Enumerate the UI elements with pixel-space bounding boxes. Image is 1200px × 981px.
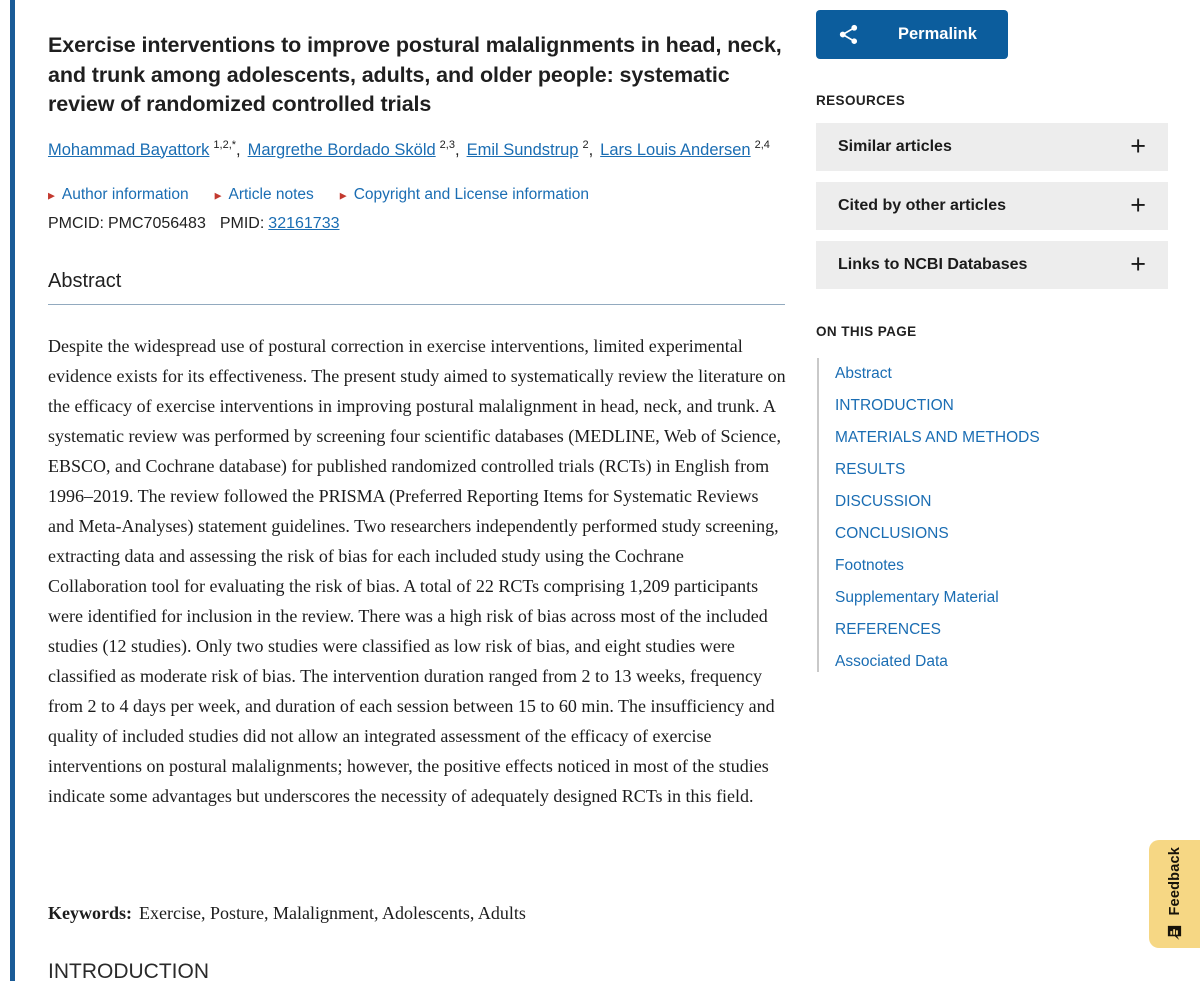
- keywords-line: [48, 903, 526, 924]
- nav-link-abstract[interactable]: Abstract: [835, 365, 892, 382]
- feedback-comment-icon: [1166, 924, 1183, 941]
- author-link[interactable]: Lars Louis Andersen: [600, 140, 751, 159]
- meta-link-label: Article notes: [228, 186, 314, 203]
- triangle-bullet-icon: ▶: [339, 190, 347, 200]
- nav-link-conclusions[interactable]: CONCLUSIONS: [835, 525, 949, 542]
- resources-heading: RESOURCES: [816, 93, 906, 108]
- permalink-button[interactable]: [816, 10, 1008, 59]
- pmcid-label: PMCID:: [48, 215, 104, 232]
- author: [48, 141, 248, 159]
- on-this-page-heading: ON THIS PAGE: [816, 324, 917, 339]
- nav-link-footnotes[interactable]: Footnotes: [835, 557, 904, 574]
- on-this-page-nav: [817, 358, 1137, 672]
- triangle-bullet-icon: ▶: [48, 190, 55, 200]
- left-accent-bar: [10, 0, 15, 981]
- accordion-label: Cited by other articles: [838, 197, 1007, 214]
- introduction-heading: INTRODUCTION: [48, 960, 209, 981]
- author-affiliation-superscript: 2,3: [439, 139, 455, 151]
- nav-link-discussion[interactable]: DISCUSSION: [835, 493, 932, 510]
- plus-icon: +: [1130, 189, 1146, 220]
- author-affiliation-superscript: 1,2,*: [213, 139, 237, 151]
- accordion-links-to-ncbi-databases[interactable]: [816, 241, 1168, 289]
- keywords-label: Keywords:: [48, 903, 132, 923]
- author-link[interactable]: Margrethe Bordado Sköld: [247, 140, 436, 159]
- author: [248, 141, 467, 159]
- feedback-button[interactable]: [1149, 840, 1200, 948]
- pmid-label: PMID:: [219, 215, 265, 232]
- article-title: Exercise interventions to improve postural malalignments in head, neck, and trunk among adolescents, adults, and older people: systematic review of randomized controlled trials: [48, 33, 782, 116]
- abstract-text: Despite the widespread use of postural correction in exercise interventions, limited experimental evidence exists for its effectiveness. The present study aimed to systematically review the literature on the efficacy of exercise interventions in improving postural malalignment in head, neck, and trunk. A systematic review was performed by screening four scientific databases (MEDLINE, Web of Science, EBSCO, and Cochrane database) for published randomized controlled trials (RCTs) in English from 1996–2019. The review followed the PRISMA (Preferred Reporting Items for Systematic Reviews and Meta-Analyses) statement guidelines. Two researchers independently performed study screening, extracting data and assessing the risk of bias for each included study using the Cochrane Collaboration tool for evaluating the risk of bias. A total of 22 RCTs comprising 1,209 participants were identified for inclusion in the review. There was a high risk of bias across most of the included studies (12 studies). Only two studies were classified as low risk of bias, and eight studies were classified as moderate risk of bias. The intervention duration ranged from 2 to 13 weeks, frequency from 2 to 4 days per week, and duration of each session between 15 to 60 min. The insufficiency and quality of included studies did not allow an integrated assessment of the efficacy of exercise interventions on postural malalignments; however, the positive effects noticed in most of the studies indicate some advantages but underscores the necessity of adequately designed RCTs in this field.: [48, 336, 786, 806]
- author-link[interactable]: Mohammad Bayattork: [48, 140, 210, 159]
- nav-link-references[interactable]: REFERENCES: [835, 621, 941, 638]
- nav-link-associated-data[interactable]: Associated Data: [835, 653, 948, 670]
- author-separator: ,: [454, 140, 460, 159]
- author-link[interactable]: Emil Sundstrup: [466, 140, 579, 159]
- nav-link-materials-and-methods[interactable]: MATERIALS AND METHODS: [835, 429, 1040, 446]
- permalink-label: Permalink: [898, 25, 977, 43]
- author-separator: ,: [588, 140, 594, 159]
- author: [600, 141, 770, 159]
- nav-link-results[interactable]: RESULTS: [835, 461, 906, 478]
- author-separator: ,: [236, 140, 241, 159]
- meta-link-label: Author information: [61, 186, 189, 203]
- author-affiliation-superscript: 2,4: [754, 139, 770, 151]
- plus-icon: +: [1130, 130, 1146, 161]
- accordion-label: Links to NCBI Databases: [838, 256, 1028, 273]
- pmcid-value: PMC7056483: [108, 215, 206, 232]
- article-meta-links: [48, 186, 589, 204]
- nav-link-introduction[interactable]: INTRODUCTION: [835, 397, 954, 414]
- author-list: [48, 139, 788, 160]
- plus-icon: +: [1130, 248, 1146, 279]
- meta-link-label: Copyright and License information: [353, 186, 589, 203]
- author-information-link[interactable]: [48, 186, 189, 204]
- author: [467, 141, 601, 159]
- share-icon: [837, 23, 860, 46]
- keywords-text: Exercise, Posture, Malalignment, Adolescents, Adults: [139, 903, 526, 923]
- author-affiliation-superscript: 2: [582, 139, 589, 151]
- accordion-similar-articles[interactable]: [816, 123, 1168, 171]
- feedback-label: Feedback: [1166, 846, 1183, 916]
- accordion-cited-by-other-articles[interactable]: [816, 182, 1168, 230]
- nav-link-supplementary-material[interactable]: Supplementary Material: [835, 589, 999, 606]
- article-notes-link[interactable]: [215, 186, 314, 204]
- article-identifiers: [48, 215, 339, 233]
- copyright-license-link[interactable]: [340, 186, 589, 204]
- triangle-bullet-icon: ▶: [214, 190, 222, 200]
- abstract-heading: Abstract: [48, 270, 785, 305]
- accordion-label: Similar articles: [838, 138, 952, 155]
- pmid-link[interactable]: 32161733: [268, 215, 340, 232]
